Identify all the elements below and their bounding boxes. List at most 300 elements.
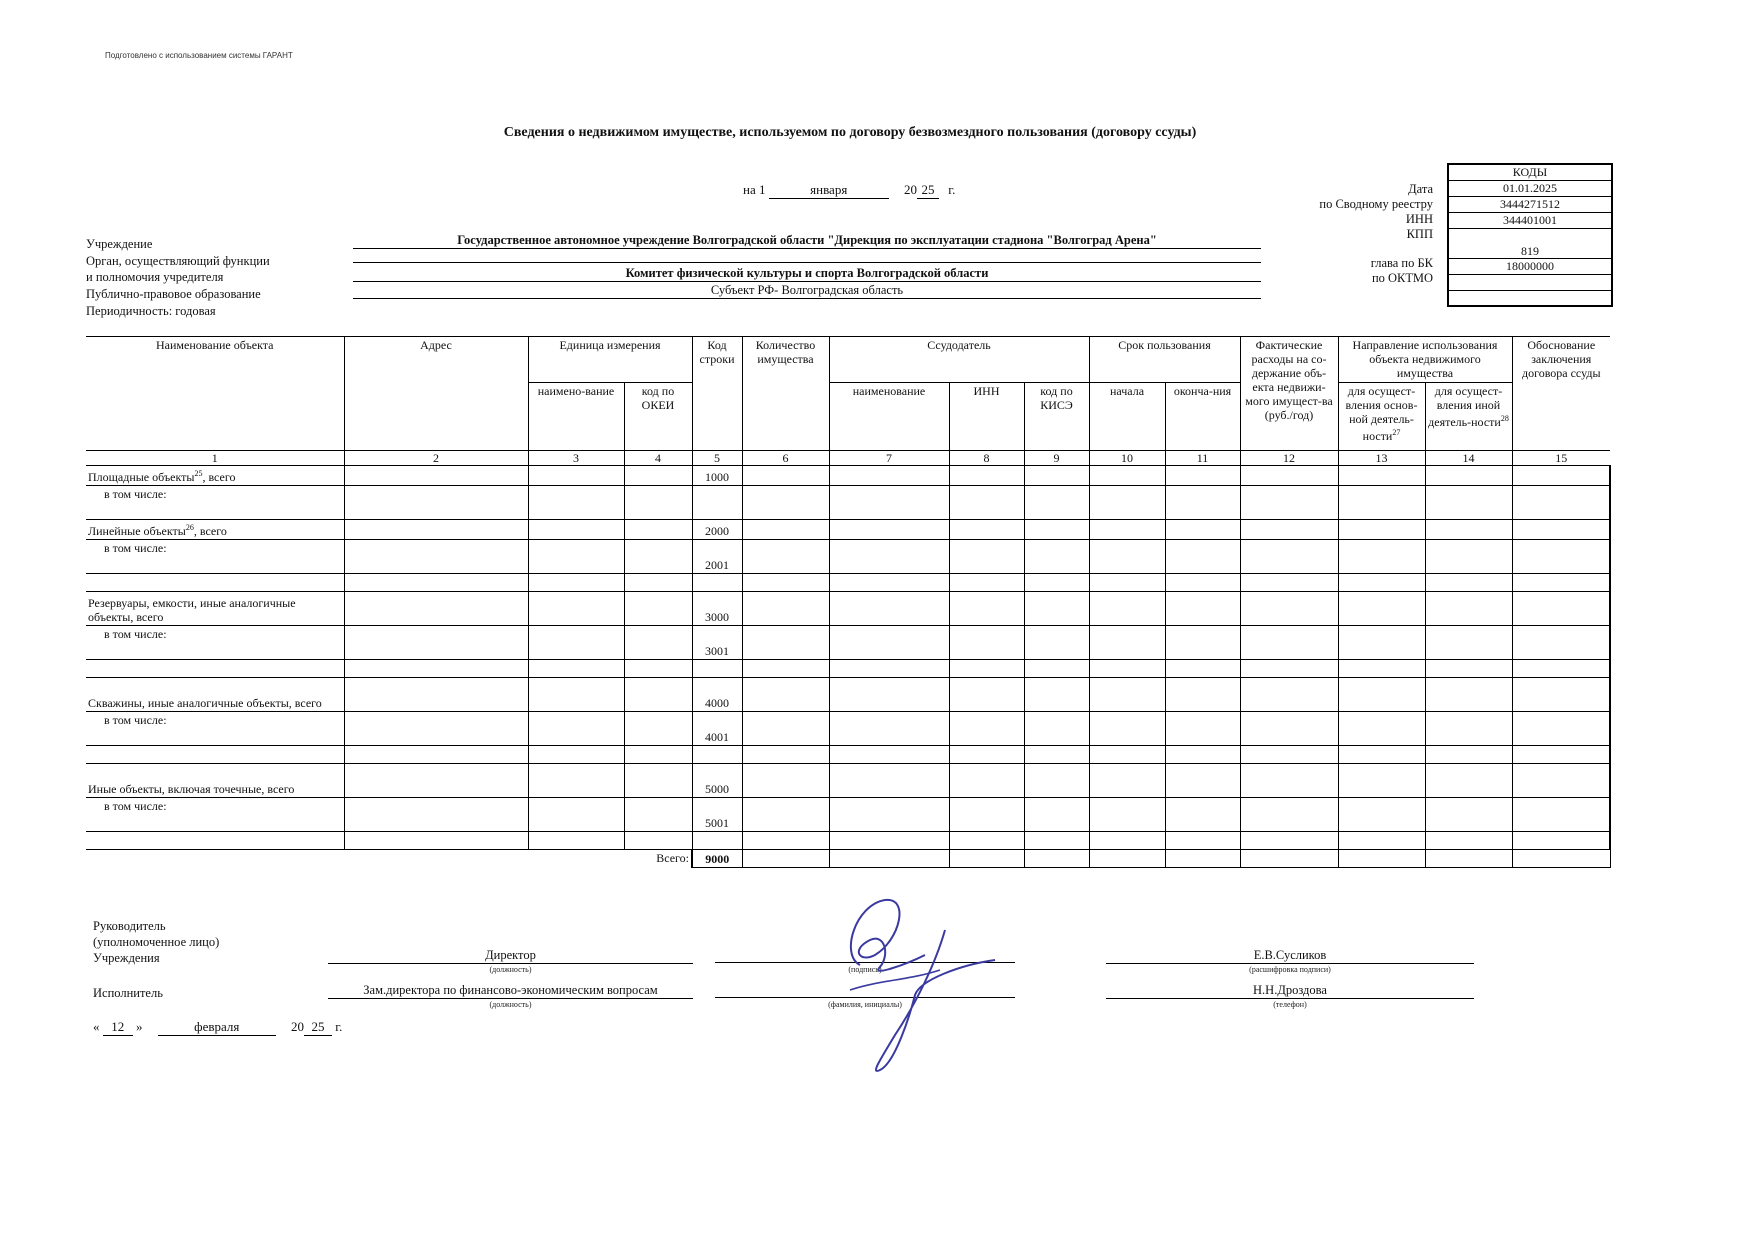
table-cell	[1512, 764, 1610, 798]
th-dir-other-text: для осущест-вления иной деятель-ности	[1428, 384, 1503, 429]
table-cell	[624, 466, 692, 486]
label-organ-2: и полномочия учредителя	[86, 270, 224, 284]
table-cell	[1089, 678, 1165, 712]
table-cell	[1089, 486, 1165, 520]
executor-phone-caption: (телефон)	[1273, 1000, 1307, 1009]
col-num-7: 7	[829, 451, 949, 466]
table-cell	[742, 678, 829, 712]
head-signature-caption: (подпись)	[848, 965, 882, 974]
table-cell	[1425, 520, 1512, 540]
row-name	[86, 520, 344, 540]
table-cell	[624, 486, 692, 520]
public-entity-name: Субъект РФ- Волгоградская область	[353, 283, 1261, 299]
table-cell	[1338, 486, 1425, 520]
table-cell	[528, 520, 624, 540]
table-cell	[949, 712, 1024, 746]
total-cell	[1425, 850, 1512, 868]
table-row	[86, 574, 1610, 592]
table-cell	[528, 626, 624, 660]
label-institution: Учреждение	[86, 237, 153, 251]
total-cell	[1024, 850, 1089, 868]
row-name	[86, 592, 344, 626]
table-cell	[1165, 764, 1240, 798]
row-name	[86, 746, 344, 764]
table-cell	[344, 746, 528, 764]
table-cell	[1240, 660, 1338, 678]
table-cell	[1425, 832, 1512, 850]
table-cell	[1024, 660, 1089, 678]
table-cell	[528, 574, 624, 592]
col-num-13: 13	[1338, 451, 1425, 466]
table-row	[86, 626, 1610, 660]
date-quote-close: »	[136, 1019, 143, 1034]
table-cell	[829, 832, 949, 850]
th-lender-kise: код по КИСЭ	[1024, 383, 1089, 451]
table-cell	[344, 520, 528, 540]
table-row	[86, 660, 1610, 678]
table-cell	[742, 764, 829, 798]
table-cell	[1338, 746, 1425, 764]
table-cell	[344, 660, 528, 678]
th-term-start: начала	[1089, 383, 1165, 451]
head-name-caption: (расшифровка подписи)	[1249, 965, 1331, 974]
table-cell	[829, 486, 949, 520]
table-cell	[1089, 466, 1165, 486]
th-address: Адрес	[344, 337, 528, 451]
table-cell	[1240, 798, 1338, 832]
row-code	[692, 746, 742, 764]
table-cell	[624, 592, 692, 626]
total-cell	[829, 850, 949, 868]
table-cell	[1425, 798, 1512, 832]
code-registry: 3444271512	[1449, 197, 1611, 213]
code-label-date: Дата	[1408, 182, 1433, 196]
row-code: 5000	[692, 764, 742, 798]
label-periodicity: Периодичность: годовая	[86, 304, 216, 318]
head-position: Директор	[328, 948, 693, 964]
date-month: января	[769, 182, 889, 199]
row-footnote: 26	[185, 523, 194, 532]
col-num-12: 12	[1240, 451, 1338, 466]
col-num-14: 14	[1425, 451, 1512, 466]
label-organ-1: Орган, осуществляющий функции	[86, 254, 270, 268]
table-cell	[1165, 520, 1240, 540]
table-cell	[1165, 486, 1240, 520]
code-label-registry: по Сводному реестру	[1319, 197, 1433, 211]
table-cell	[624, 540, 692, 574]
table-cell	[624, 746, 692, 764]
table-cell	[1089, 764, 1165, 798]
col-num-11: 11	[1165, 451, 1240, 466]
table-cell	[949, 660, 1024, 678]
table-cell	[344, 712, 528, 746]
table-cell	[1512, 626, 1610, 660]
col-num-9: 9	[1024, 451, 1089, 466]
table-cell	[1089, 574, 1165, 592]
table-cell	[1165, 832, 1240, 850]
table-cell	[1338, 764, 1425, 798]
table-cell	[742, 574, 829, 592]
table-cell	[344, 540, 528, 574]
table-cell	[949, 592, 1024, 626]
th-unit-name: наимено-вание	[528, 383, 624, 451]
table-cell	[344, 832, 528, 850]
table-cell	[528, 712, 624, 746]
th-lender-name: наименование	[829, 383, 949, 451]
th-expenses: Фактические расходы на со-держание объ-екта недвижи-мого имущест-ва (руб./год)	[1240, 337, 1338, 451]
table-cell	[1338, 712, 1425, 746]
col-num-4: 4	[624, 451, 692, 466]
row-name	[86, 764, 344, 798]
table-cell	[1338, 832, 1425, 850]
table-cell	[742, 592, 829, 626]
table-cell	[1338, 678, 1425, 712]
th-row-code: Код строки	[692, 337, 742, 451]
row-code: 4001	[692, 712, 742, 746]
sign-year: 25	[304, 1019, 332, 1036]
total-cell	[1240, 850, 1338, 868]
table-cell	[949, 626, 1024, 660]
table-cell	[742, 520, 829, 540]
table-row	[86, 832, 1610, 850]
table-cell	[1338, 592, 1425, 626]
table-cell	[624, 764, 692, 798]
table-cell	[742, 540, 829, 574]
row-name-text: Иные объекты, включая точечные, всего	[88, 782, 295, 796]
row-name-text: Скважины, иные аналогичные объекты, всего	[88, 696, 322, 710]
table-cell	[949, 798, 1024, 832]
table-cell	[1338, 798, 1425, 832]
head-name: Е.В.Сусликов	[1106, 948, 1474, 964]
table-cell	[1165, 592, 1240, 626]
table-cell	[1240, 712, 1338, 746]
col-num-10: 10	[1089, 451, 1165, 466]
table-cell	[344, 574, 528, 592]
col-num-5: 5	[692, 451, 742, 466]
total-row	[86, 850, 1610, 868]
row-name	[86, 678, 344, 712]
row-name-text: в том числе:	[104, 487, 167, 501]
row-code: 2001	[692, 540, 742, 574]
table-cell	[1240, 466, 1338, 486]
th-direction: Направление использования объекта недвижимого имущества	[1338, 337, 1512, 383]
head-label-2: (уполномоченное лицо)	[93, 935, 220, 949]
row-name-text: Линейные объекты	[88, 524, 186, 538]
table-cell	[1024, 486, 1089, 520]
table-cell	[742, 466, 829, 486]
report-date-line	[743, 182, 955, 199]
head-label-1: Руководитель	[93, 919, 166, 933]
table-cell	[742, 712, 829, 746]
th-unit-code: код по ОКЕИ	[624, 383, 692, 451]
table-cell	[829, 764, 949, 798]
table-row	[86, 712, 1610, 746]
organ-line-top	[353, 262, 1261, 263]
table-cell	[829, 466, 949, 486]
row-name	[86, 466, 344, 486]
table-cell	[949, 540, 1024, 574]
institution-name: Государственное автономное учреждение Волгоградской области "Дирекция по эксплуатации стадиона "Волгоград Арена"	[353, 233, 1261, 249]
col-num-15: 15	[1512, 451, 1610, 466]
table-cell	[1165, 660, 1240, 678]
footnote-28: 28	[1500, 414, 1509, 423]
label-public-entity: Публично-правовое образование	[86, 287, 261, 301]
sign-day: 12	[103, 1019, 133, 1036]
table-cell	[742, 626, 829, 660]
table-cell	[1512, 746, 1610, 764]
row-code: 2000	[692, 520, 742, 540]
table-cell	[1165, 626, 1240, 660]
property-table	[86, 336, 1611, 868]
table-cell	[1089, 832, 1165, 850]
table-cell	[1425, 746, 1512, 764]
table-cell	[528, 486, 624, 520]
code-empty	[1449, 291, 1611, 305]
code-inn: 344401001	[1449, 213, 1611, 229]
col-num-3: 3	[528, 451, 624, 466]
table-cell	[829, 574, 949, 592]
table-cell	[949, 832, 1024, 850]
table-cell	[1165, 746, 1240, 764]
table-cell	[949, 678, 1024, 712]
table-cell	[1240, 746, 1338, 764]
sign-year-suffix: г.	[335, 1019, 343, 1034]
table-cell	[949, 486, 1024, 520]
code-label-inn: ИНН	[1405, 212, 1433, 226]
table-row	[86, 540, 1610, 574]
executor-position-caption: (должность)	[489, 1000, 532, 1009]
total-label: Всего:	[86, 850, 692, 868]
table-cell	[624, 678, 692, 712]
col-num-2: 2	[344, 451, 528, 466]
table-cell	[1240, 592, 1338, 626]
row-code: 4000	[692, 678, 742, 712]
row-code	[692, 486, 742, 520]
date-year-prefix: 20	[903, 182, 917, 197]
th-dir-other	[1425, 383, 1512, 451]
table-cell	[1338, 540, 1425, 574]
table-cell	[1512, 540, 1610, 574]
table-cell	[1240, 764, 1338, 798]
table-cell	[528, 678, 624, 712]
row-code	[692, 660, 742, 678]
total-code: 9000	[692, 850, 742, 868]
row-footnote: 25	[194, 469, 203, 478]
table-cell	[1240, 574, 1338, 592]
table-cell	[624, 712, 692, 746]
table-cell	[1089, 540, 1165, 574]
table-row	[86, 486, 1610, 520]
table-cell	[1024, 798, 1089, 832]
table-cell	[528, 660, 624, 678]
total-cell	[1089, 850, 1165, 868]
table-cell	[1512, 592, 1610, 626]
table-cell	[1240, 540, 1338, 574]
table-cell	[1425, 486, 1512, 520]
th-term: Срок пользования	[1089, 337, 1240, 383]
table-cell	[1338, 626, 1425, 660]
table-cell	[1165, 712, 1240, 746]
table-cell	[528, 466, 624, 486]
table-cell	[829, 678, 949, 712]
col-num-1: 1	[86, 451, 344, 466]
table-cell	[1240, 626, 1338, 660]
table-cell	[829, 712, 949, 746]
table-cell	[528, 540, 624, 574]
table-cell	[1024, 626, 1089, 660]
th-lender-inn: ИНН	[949, 383, 1024, 451]
table-row	[86, 466, 1610, 486]
table-cell	[1024, 678, 1089, 712]
table-cell	[344, 678, 528, 712]
table-cell	[1089, 626, 1165, 660]
head-label	[93, 918, 219, 966]
table-cell	[624, 520, 692, 540]
garant-note: Подготовлено с использованием системы ГАРАНТ	[105, 51, 293, 60]
table-cell	[742, 486, 829, 520]
table-cell	[1338, 660, 1425, 678]
row-name	[86, 832, 344, 850]
sign-year-prefix: 20	[291, 1019, 304, 1034]
table-cell	[1512, 520, 1610, 540]
code-label-bk: глава по БК	[1370, 256, 1433, 270]
row-name	[86, 486, 344, 520]
code-kpp	[1449, 229, 1611, 244]
row-name-suffix: , всего	[202, 470, 236, 484]
table-cell	[829, 798, 949, 832]
row-code: 1000	[692, 466, 742, 486]
th-unit: Единица измерения	[528, 337, 692, 383]
table-cell	[1089, 746, 1165, 764]
table-cell	[1089, 712, 1165, 746]
row-code	[692, 574, 742, 592]
table-cell	[624, 832, 692, 850]
table-cell	[1425, 712, 1512, 746]
th-qty: Количество имущества	[742, 337, 829, 451]
handwritten-signature	[830, 895, 1000, 1080]
sign-month: февраля	[158, 1019, 276, 1036]
table-cell	[742, 832, 829, 850]
table-cell	[1089, 520, 1165, 540]
table-cell	[949, 764, 1024, 798]
codes-labels	[1319, 182, 1433, 286]
date-prefix: на 1	[743, 182, 766, 197]
th-name: Наименование объекта	[86, 337, 344, 451]
table-cell	[1024, 520, 1089, 540]
table-cell	[949, 574, 1024, 592]
code-date: 01.01.2025	[1449, 181, 1611, 197]
row-name	[86, 540, 344, 574]
table-cell	[1425, 466, 1512, 486]
table-cell	[829, 660, 949, 678]
table-cell	[1024, 832, 1089, 850]
row-name-text: Площадные объекты	[88, 470, 195, 484]
table-cell	[829, 626, 949, 660]
table-cell	[829, 592, 949, 626]
footnote-27: 27	[1392, 428, 1401, 437]
table-cell	[742, 746, 829, 764]
code-oktmo	[1449, 275, 1611, 291]
row-name	[86, 574, 344, 592]
row-name-text: в том числе:	[104, 541, 167, 555]
table-cell	[528, 832, 624, 850]
th-term-end: оконча-ния	[1165, 383, 1240, 451]
table-cell	[1024, 592, 1089, 626]
table-cell	[742, 798, 829, 832]
table-cell	[1089, 798, 1165, 832]
executor-position: Зам.директора по финансово-экономическим вопросам	[328, 983, 693, 999]
codes-header: КОДЫ	[1449, 165, 1611, 181]
table-cell	[829, 540, 949, 574]
row-name-text: в том числе:	[104, 713, 167, 727]
table-cell	[829, 746, 949, 764]
row-code: 5001	[692, 798, 742, 832]
table-cell	[344, 592, 528, 626]
table-row	[86, 764, 1610, 798]
th-basis: Обоснование заключения договора ссуды	[1512, 337, 1610, 451]
organ-name: Комитет физической культуры и спорта Волгоградской области	[353, 266, 1261, 282]
table-cell	[1024, 764, 1089, 798]
th-dir-main	[1338, 383, 1425, 451]
table-cell	[1425, 574, 1512, 592]
executor-label: Исполнитель	[93, 986, 163, 1000]
total-cell	[1512, 850, 1610, 868]
table-cell	[1024, 712, 1089, 746]
col-num-6: 6	[742, 451, 829, 466]
table-cell	[624, 660, 692, 678]
table-cell	[1425, 540, 1512, 574]
code-label-oktmo: по ОКТМО	[1371, 271, 1433, 285]
table-cell	[624, 626, 692, 660]
table-cell	[949, 466, 1024, 486]
table-row	[86, 520, 1610, 540]
table-cell	[1425, 660, 1512, 678]
table-cell	[1512, 678, 1610, 712]
code-kpp-value: 819	[1449, 244, 1611, 259]
table-cell	[949, 746, 1024, 764]
date-suffix: г.	[948, 182, 956, 197]
table-cell	[1089, 660, 1165, 678]
table-cell	[624, 574, 692, 592]
row-name	[86, 712, 344, 746]
row-name	[86, 626, 344, 660]
table-cell	[1024, 574, 1089, 592]
table-cell	[1165, 540, 1240, 574]
table-cell	[829, 520, 949, 540]
table-cell	[1165, 798, 1240, 832]
table-cell	[1425, 592, 1512, 626]
table-cell	[344, 764, 528, 798]
table-cell	[1512, 574, 1610, 592]
table-cell	[1425, 678, 1512, 712]
row-code	[692, 832, 742, 850]
table-cell	[1240, 678, 1338, 712]
total-cell	[742, 850, 829, 868]
table-cell	[1089, 592, 1165, 626]
signature-date	[93, 1019, 342, 1036]
table-cell	[1165, 678, 1240, 712]
code-label-kpp: КПП	[1406, 227, 1433, 241]
table-body	[86, 466, 1610, 850]
row-name	[86, 798, 344, 832]
table-cell	[1240, 520, 1338, 540]
table-cell	[1512, 466, 1610, 486]
table-cell	[344, 486, 528, 520]
row-code: 3001	[692, 626, 742, 660]
table-cell	[1240, 486, 1338, 520]
table-cell	[1024, 540, 1089, 574]
table-cell	[742, 660, 829, 678]
